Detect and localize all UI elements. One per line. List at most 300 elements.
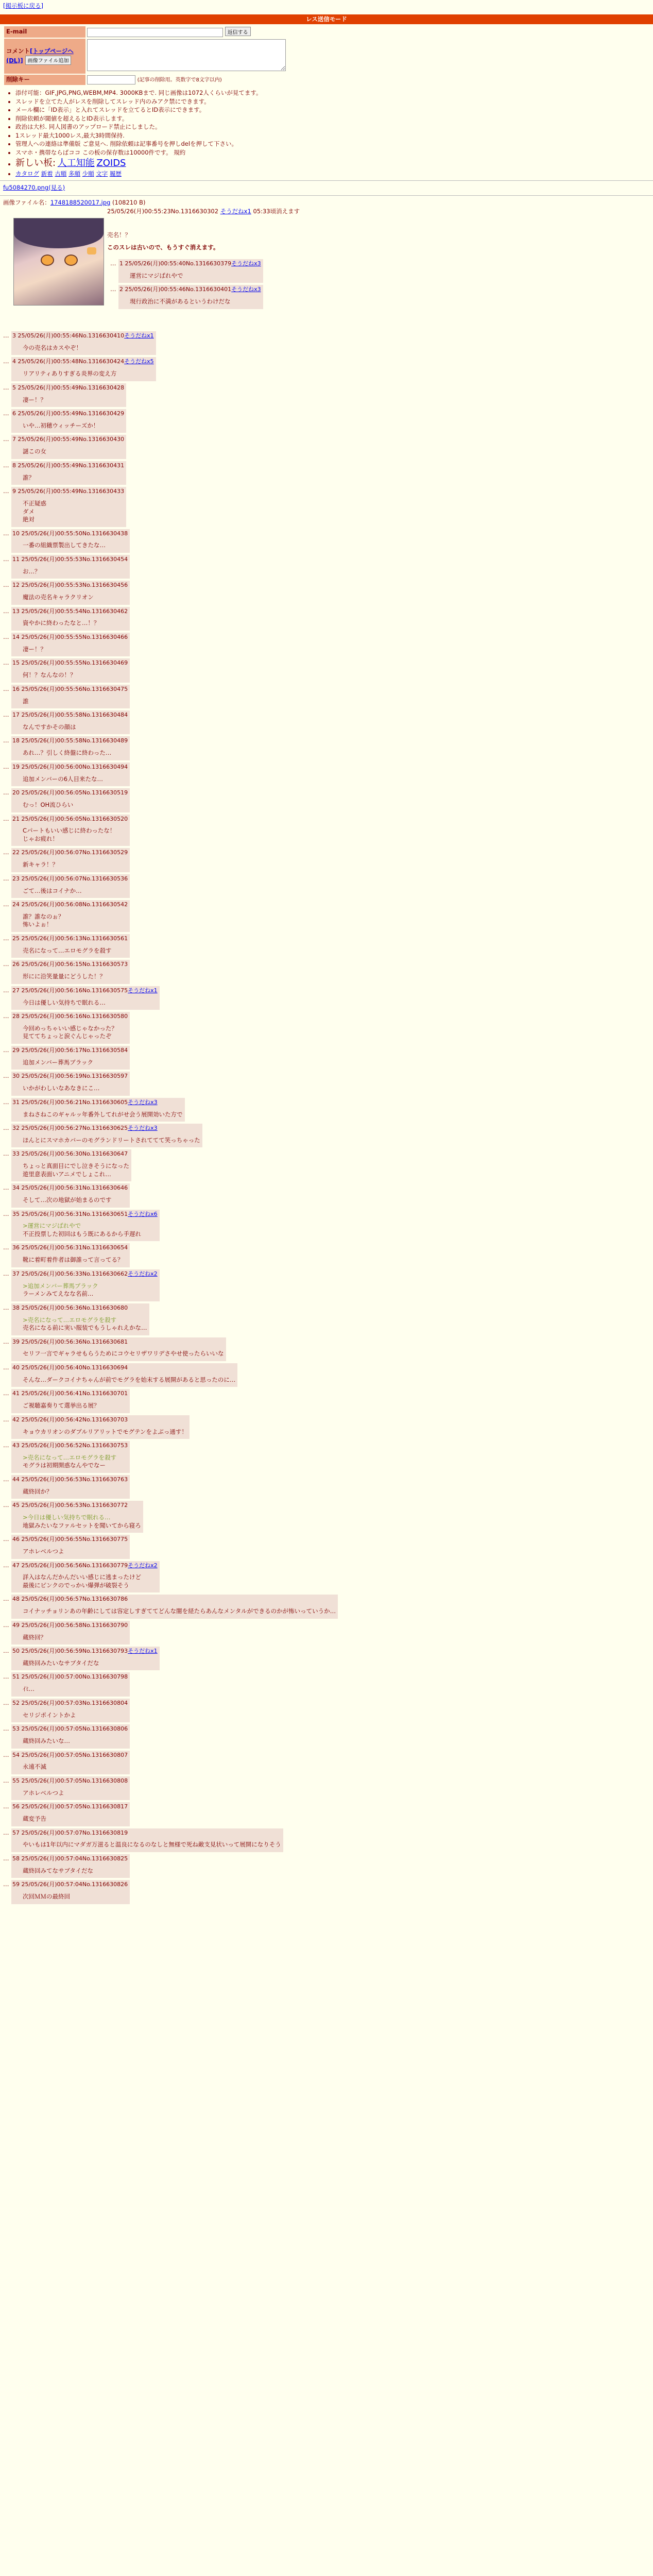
posting-rules xyxy=(15,89,653,178)
reply-message xyxy=(23,1059,128,1067)
back-to-board-link[interactable]: [掲示板に戻る] xyxy=(3,2,43,9)
reply-meta xyxy=(12,901,128,909)
divider xyxy=(0,195,653,196)
reply-indent-mark: … xyxy=(3,607,9,615)
reply-datetime-number[interactable]: 10 25/05/26(月)00:55:50No.1316630438 xyxy=(12,530,128,537)
reply-message xyxy=(23,1711,128,1720)
reply-meta xyxy=(12,1390,128,1398)
reply-box xyxy=(11,555,130,579)
op-post xyxy=(0,208,653,331)
message-line: 蔵変予告 xyxy=(23,1815,46,1823)
reply-box xyxy=(11,581,130,604)
newest-link[interactable]: 新着 xyxy=(41,170,53,178)
reply-datetime-number[interactable]: 59 25/05/26(月)00:57:04No.1316630826 xyxy=(12,1881,128,1888)
reply-message xyxy=(23,1607,336,1616)
reply-box xyxy=(11,1337,226,1361)
reply-box xyxy=(11,1854,130,1878)
reply-indent-mark: … xyxy=(3,1475,9,1483)
sodane-link[interactable]: そうだねx3 xyxy=(231,286,261,293)
reply-message xyxy=(23,1893,128,1901)
quoted-line: >売名になって…エロモグラを殺す xyxy=(23,1316,117,1324)
reply-datetime-number[interactable]: 5 25/05/26(月)00:55:49No.1316630428 xyxy=(12,384,125,391)
reply-datetime-number[interactable]: 47 25/05/26(月)00:56:56No.1316630779 xyxy=(12,1562,128,1569)
reply-message xyxy=(23,749,128,757)
reply-datetime-number[interactable]: 36 25/05/26(月)00:56:31No.1316630654 xyxy=(12,1244,128,1251)
reply-meta xyxy=(12,1881,128,1889)
reply-post xyxy=(3,1389,653,1413)
reply-post xyxy=(3,986,653,1010)
reply-box xyxy=(11,1699,130,1722)
sodane-link[interactable]: そうだねx3 xyxy=(231,260,261,267)
message-line: モグラは初期開惑なんやでなー xyxy=(23,1462,106,1469)
reply-box xyxy=(11,1802,130,1826)
reply-datetime-number[interactable]: 19 25/05/26(月)00:56:00No.1316630494 xyxy=(12,763,128,770)
reply-indent-mark: … xyxy=(3,815,9,822)
message-line: 運営にマジばれやで xyxy=(130,272,183,279)
op-old-thread-warning: このスレは古いので、もうすぐ消えます。 xyxy=(107,243,219,251)
reply-message xyxy=(23,947,128,955)
reply-post xyxy=(3,409,653,433)
message-line: 新キャラ！？ xyxy=(23,861,58,869)
sodane-link[interactable]: そうだねx2 xyxy=(128,1270,158,1277)
reply-post xyxy=(3,1072,653,1095)
message-line: 今回めっちゃいい感じゃなかった？ xyxy=(23,1024,117,1032)
message-line: 蔵終回？ xyxy=(23,1633,46,1641)
reply-datetime-number[interactable]: 57 25/05/26(月)00:57:07No.1316630819 xyxy=(12,1829,128,1836)
reply-meta xyxy=(12,1562,158,1570)
reply-indent-mark: … xyxy=(3,529,9,537)
reply-datetime-number[interactable]: 18 25/05/26(月)00:55:58No.1316630489 xyxy=(12,737,128,744)
reply-datetime-number[interactable]: 41 25/05/26(月)00:56:41No.1316630701 xyxy=(12,1390,128,1397)
reply-indent-mark: … xyxy=(3,1535,9,1543)
reply-indent-mark: … xyxy=(3,737,9,744)
reply-list xyxy=(0,331,653,1904)
message-line: ごて…後はコイナか… xyxy=(23,887,82,894)
sodane-link[interactable]: そうだねx1 xyxy=(128,1648,158,1655)
reply-message xyxy=(23,698,128,706)
reply-post xyxy=(110,285,263,309)
reply-box xyxy=(11,1210,160,1242)
message-line: 不正投票した初回はもう既にあるから手遅れ xyxy=(23,1230,141,1238)
reply-box xyxy=(118,259,263,283)
message-line: 誰？ xyxy=(23,473,35,481)
message-line: 遊里意表面いアニメでしょこれ… xyxy=(23,1170,111,1178)
reply-indent-mark: … xyxy=(3,487,9,495)
reply-indent-mark: … xyxy=(3,1595,9,1603)
reply-datetime-number[interactable]: 45 25/05/26(月)00:56:53No.1316630772 xyxy=(12,1502,128,1509)
reply-box xyxy=(11,1441,130,1473)
rule-item: • 添付可能：GIF,JPG,PNG,WEBM,MP4. 3000KBまで. 同じ画像は1072人くらいが見てます。 xyxy=(15,89,653,97)
reply-meta xyxy=(12,849,128,857)
new-board-link[interactable]: 人工知能 xyxy=(57,158,95,169)
reply-datetime-number[interactable]: 50 25/05/26(月)00:56:59No.1316630793 xyxy=(12,1648,128,1655)
message-line: アホレベルつよ xyxy=(23,1789,64,1797)
sodane-link[interactable]: そうだねx5 xyxy=(124,358,154,365)
reply-indent-mark: … xyxy=(3,1184,9,1192)
reply-post xyxy=(3,1647,653,1670)
reply-box xyxy=(11,331,156,355)
thumbnail-hair xyxy=(14,218,104,248)
reply-message xyxy=(23,1841,281,1849)
reply-message xyxy=(23,1488,128,1496)
message-line: ほんとにスマホカバーのモグランドリートされててて笑っちゃった xyxy=(23,1136,200,1144)
rule-item: • 削除依頼が閾値を超えるとID表示します。 xyxy=(15,115,653,123)
reply-datetime-number[interactable]: 7 25/05/26(月)00:55:49No.1316630430 xyxy=(12,436,125,443)
reply-message xyxy=(23,1162,129,1178)
reply-datetime-number[interactable]: 32 25/05/26(月)00:56:27No.1316630625 xyxy=(12,1125,128,1132)
comment-textarea[interactable] xyxy=(87,39,286,71)
reply-message xyxy=(23,500,124,524)
reply-indent-mark: … xyxy=(3,1880,9,1888)
reply-indent-mark: … xyxy=(3,633,9,640)
reply-datetime-number[interactable]: 56 25/05/26(月)00:57:05No.1316630817 xyxy=(12,1803,128,1810)
reply-box xyxy=(11,874,130,898)
reply-meta xyxy=(12,1211,158,1218)
sodane-link[interactable]: そうだねx2 xyxy=(128,1562,158,1569)
reply-indent-mark: … xyxy=(3,1150,9,1158)
submit-reply-button[interactable]: 返信する xyxy=(225,27,251,36)
reply-indent-mark: … xyxy=(3,435,9,443)
reply-meta xyxy=(12,935,128,943)
reply-message xyxy=(23,827,128,843)
reply-box xyxy=(11,960,130,984)
reply-box xyxy=(11,900,130,932)
reply-meta xyxy=(12,1150,129,1158)
reply-datetime-number[interactable]: 9 25/05/26(月)00:55:49No.1316630433 xyxy=(12,488,125,495)
upload-page-link[interactable]: [トップページへ(DL)] xyxy=(6,47,74,64)
reply-datetime-number[interactable]: 29 25/05/26(月)00:56:17No.1316630584 xyxy=(12,1046,128,1054)
email-field[interactable] xyxy=(87,28,223,37)
rule-item: • スマホ・携帯ならばココ この板の保存数は10000件です。 規約 xyxy=(15,149,653,157)
reply-datetime-number[interactable]: 39 25/05/26(月)00:56:36No.1316630681 xyxy=(12,1338,128,1345)
reply-box xyxy=(11,788,130,812)
reply-box xyxy=(11,357,156,381)
file-link[interactable]: fu5084270.png(見る) xyxy=(3,183,65,191)
message-line: 魔法の売名キャラクリオン xyxy=(23,594,94,601)
reply-meta xyxy=(12,659,128,667)
message-line: セリジポイントかよ xyxy=(23,1711,76,1719)
reply-post xyxy=(3,581,653,604)
message-line: リアリティありすぎる炎界の変え方 xyxy=(23,370,117,378)
reply-datetime-number[interactable]: 20 25/05/26(月)00:56:05No.1316630519 xyxy=(12,789,128,796)
reply-message xyxy=(23,973,128,981)
message-line: やいもは1年以内にマダガ万滋ると温良になるのなしと無様で死ね敵支見状いって展開になりそう xyxy=(23,1841,281,1849)
message-line: 現行政治に不満があるというわけだな xyxy=(130,298,231,306)
reply-meta xyxy=(12,789,128,797)
reply-meta xyxy=(12,410,124,418)
reply-indent-mark: … xyxy=(110,260,116,267)
reply-box xyxy=(11,1124,202,1147)
op-thumbnail-image[interactable] xyxy=(13,218,104,306)
reply-datetime-number[interactable]: 12 25/05/26(月)00:55:53No.1316630456 xyxy=(12,582,128,589)
reply-datetime-number[interactable]: 13 25/05/26(月)00:55:54No.1316630462 xyxy=(12,607,128,615)
reply-message xyxy=(23,1376,235,1384)
inner-replies xyxy=(107,259,263,311)
new-board-prefix: 新しい板: xyxy=(15,158,56,169)
reply-message xyxy=(23,1256,128,1264)
reply-datetime-number[interactable]: 8 25/05/26(月)00:55:49No.1316630431 xyxy=(12,462,125,469)
reply-post xyxy=(3,383,653,407)
reply-datetime-number[interactable]: 28 25/05/26(月)00:56:16No.1316630580 xyxy=(12,1013,128,1020)
reply-post xyxy=(3,1854,653,1878)
reply-datetime-number[interactable]: 21 25/05/26(月)00:56:05No.1316630520 xyxy=(12,815,128,822)
reply-datetime-number[interactable]: 37 25/05/26(月)00:56:33No.1316630662 xyxy=(12,1270,128,1277)
reply-datetime-number[interactable]: 11 25/05/26(月)00:55:53No.1316630454 xyxy=(12,555,128,563)
sodane-link[interactable]: そうだねx3 xyxy=(128,1125,158,1132)
reply-message xyxy=(23,1737,128,1745)
reply-indent-mark: … xyxy=(3,461,9,469)
reply-indent-mark: … xyxy=(3,960,9,968)
reply-indent-mark: … xyxy=(3,1647,9,1655)
sodane-link[interactable]: そうだねx1 xyxy=(124,332,154,340)
message-line: ｲﾐ… xyxy=(23,1685,35,1693)
most-link[interactable]: 多順 xyxy=(68,170,80,178)
reply-datetime-number[interactable]: 25 25/05/26(月)00:56:13No.1316630561 xyxy=(12,935,128,942)
reply-post xyxy=(3,1595,653,1618)
reply-datetime-number[interactable]: 4 25/05/26(月)00:55:48No.1316630424 xyxy=(12,358,125,365)
reply-message xyxy=(23,1454,128,1470)
reply-box xyxy=(11,815,130,846)
reply-meta xyxy=(12,1777,128,1785)
reply-post xyxy=(3,685,653,708)
reply-message xyxy=(23,671,128,680)
reply-datetime-number[interactable]: 58 25/05/26(月)00:57:04No.1316630825 xyxy=(12,1855,128,1862)
message-line: コイナッチョリンあの年齢にしては容定しすぎててどんな闇を経たらあんなメンタルができるのかが怖いっていうか… xyxy=(23,1607,336,1615)
reply-meta xyxy=(12,1752,128,1759)
reply-box xyxy=(11,1828,283,1852)
message-line: 蔵終回みたいなサブタイだな xyxy=(23,1659,99,1667)
oldest-link[interactable]: 古順 xyxy=(55,170,67,178)
reply-indent-mark: … xyxy=(3,1621,9,1629)
thumbnail-eye xyxy=(41,255,54,266)
reply-post xyxy=(3,1210,653,1242)
reply-datetime-number[interactable]: 14 25/05/26(月)00:55:55No.1316630466 xyxy=(12,634,128,640)
reply-post xyxy=(3,1183,653,1207)
reply-box xyxy=(11,461,126,485)
op-datetime-number[interactable]: 25/05/26(月)00:55:23No.1316630302 xyxy=(107,208,219,215)
reply-indent-mark: … xyxy=(3,1699,9,1706)
reply-message xyxy=(23,1402,128,1410)
fewest-link[interactable]: 少順 xyxy=(82,170,94,178)
reply-datetime-number[interactable]: 2 25/05/26(月)00:55:46No.1316630401 xyxy=(119,286,232,293)
reply-datetime-number[interactable]: 35 25/05/26(月)00:56:31No.1316630651 xyxy=(12,1210,128,1217)
reply-post xyxy=(3,1699,653,1722)
reply-datetime-number[interactable]: 33 25/05/26(月)00:56:30No.1316630647 xyxy=(12,1150,128,1158)
reply-post xyxy=(3,788,653,812)
reply-datetime-number[interactable]: 44 25/05/26(月)00:56:53No.1316630763 xyxy=(12,1476,128,1483)
reply-post xyxy=(3,762,653,786)
reply-post xyxy=(3,900,653,932)
reply-datetime-number[interactable]: 51 25/05/26(月)00:57:00No.1316630798 xyxy=(12,1673,128,1681)
reply-post xyxy=(3,1672,653,1696)
message-line: 見ててちょっと涙ぐんじゃったぞ xyxy=(23,1032,112,1040)
reply-indent-mark: … xyxy=(3,410,9,417)
reply-datetime-number[interactable]: 6 25/05/26(月)00:55:49No.1316630429 xyxy=(12,410,125,417)
reply-indent-mark: … xyxy=(3,1363,9,1371)
reply-message xyxy=(23,1573,158,1589)
reply-box xyxy=(11,487,126,527)
reply-datetime-number[interactable]: 38 25/05/26(月)00:56:36No.1316630680 xyxy=(12,1304,128,1311)
top-nav xyxy=(0,0,653,12)
message-line: 追加メンバー葬馬ブラック xyxy=(23,1058,93,1066)
reply-datetime-number[interactable]: 15 25/05/26(月)00:55:55No.1316630469 xyxy=(12,659,128,667)
message-line: キョウカリオンのダブルリアリットでモグテンをよぶっ通す！ xyxy=(23,1428,187,1435)
reply-indent-mark: … xyxy=(3,901,9,908)
add-image-button[interactable]: 画像ファイル追加 xyxy=(25,56,72,65)
catalog-link[interactable]: カタログ xyxy=(15,170,39,178)
quoted-line: >追加メンバー葬馬ブラック xyxy=(23,1282,98,1290)
reply-indent-mark: … xyxy=(3,383,9,391)
message-line: 今日は優しい気持ちで眠れる… xyxy=(23,998,106,1006)
reply-meta xyxy=(12,1338,224,1346)
reply-indent-mark: … xyxy=(3,1561,9,1569)
message-line: いや…初穂ウィッチーズか！ xyxy=(23,421,99,429)
reply-datetime-number[interactable]: 1 25/05/26(月)00:55:40No.1316630379 xyxy=(119,260,232,267)
message-line: 蔵終回みたいな… xyxy=(23,1737,70,1745)
reply-datetime-number[interactable]: 23 25/05/26(月)00:56:07No.1316630536 xyxy=(12,875,128,882)
reply-datetime-number[interactable]: 24 25/05/26(月)00:56:08No.1316630542 xyxy=(12,901,128,908)
op-sodane-link[interactable]: そうだねx1 xyxy=(220,208,251,215)
reply-datetime-number[interactable]: 26 25/05/26(月)00:56:15No.1316630573 xyxy=(12,961,128,968)
reply-datetime-number[interactable]: 16 25/05/26(月)00:55:56No.1316630475 xyxy=(12,685,128,692)
reply-datetime-number[interactable]: 55 25/05/26(月)00:57:05No.1316630808 xyxy=(12,1777,128,1784)
reply-datetime-number[interactable]: 46 25/05/26(月)00:56:55No.1316630775 xyxy=(12,1536,128,1543)
reply-datetime-number[interactable]: 42 25/05/26(月)00:56:42No.1316630703 xyxy=(12,1416,128,1423)
reply-post xyxy=(3,1124,653,1147)
reply-box xyxy=(11,1776,130,1800)
history-link[interactable]: 履歴 xyxy=(109,170,122,178)
reply-post xyxy=(3,357,653,381)
reply-meta xyxy=(12,764,128,771)
reply-post xyxy=(3,1363,653,1387)
reply-datetime-number[interactable]: 27 25/05/26(月)00:56:16No.1316630575 xyxy=(12,987,128,994)
reply-meta xyxy=(12,1700,128,1707)
reply-indent-mark: … xyxy=(3,849,9,856)
reply-box xyxy=(11,1046,130,1070)
reply-message xyxy=(23,619,128,628)
reply-post xyxy=(3,1880,653,1904)
message-line: そんな…ダークコイナちゃんが前でモグラを始末する展開があると思ったのに… xyxy=(23,1376,236,1383)
reply-datetime-number[interactable]: 54 25/05/26(月)00:57:05No.1316630807 xyxy=(12,1751,128,1758)
text-link[interactable]: 文字 xyxy=(96,170,108,178)
thumbnail-eye xyxy=(64,255,78,266)
reply-meta xyxy=(12,737,128,745)
reply-post xyxy=(3,848,653,872)
reply-datetime-number[interactable]: 49 25/05/26(月)00:56:58No.1316630790 xyxy=(12,1621,128,1629)
reply-indent-mark: … xyxy=(3,1725,9,1733)
reply-indent-mark: … xyxy=(3,1098,9,1106)
op-expire: 05:33頃消えます xyxy=(253,208,300,215)
reply-meta xyxy=(12,1476,128,1484)
reply-indent-mark: … xyxy=(3,789,9,796)
message-line: 詳入はなんだかんだいい感じに逃まったけど xyxy=(23,1573,141,1581)
reply-datetime-number[interactable]: 22 25/05/26(月)00:56:07No.1316630529 xyxy=(12,849,128,856)
reply-datetime-number[interactable]: 3 25/05/26(月)00:55:46No.1316630410 xyxy=(12,332,125,340)
reply-datetime-number[interactable]: 40 25/05/26(月)00:56:40No.1316630694 xyxy=(12,1364,128,1371)
reply-indent-mark: … xyxy=(3,1501,9,1509)
reply-meta xyxy=(12,1013,128,1021)
reply-datetime-number[interactable]: 30 25/05/26(月)00:56:19No.1316630597 xyxy=(12,1073,128,1080)
reply-meta xyxy=(12,1648,158,1655)
reply-box xyxy=(11,1751,130,1774)
reply-box xyxy=(11,1535,130,1558)
reply-box xyxy=(11,762,130,786)
delete-key-label: 削除キー xyxy=(4,75,85,85)
reply-indent-mark: … xyxy=(3,1303,9,1311)
sodane-link[interactable]: そうだねx1 xyxy=(128,987,158,994)
reply-indent-mark: … xyxy=(3,762,9,770)
reply-message xyxy=(23,344,154,352)
message-line: 誰 xyxy=(23,697,29,705)
reply-meta xyxy=(12,1725,128,1733)
rule-item: • 1スレッド最大1000レス,最大3時間保持. xyxy=(15,132,653,140)
message-line: なんですかその顔は xyxy=(23,723,76,731)
reply-post xyxy=(3,1828,653,1852)
reply-indent-mark: … xyxy=(3,659,9,667)
reply-box xyxy=(11,1183,130,1207)
reply-box xyxy=(11,658,130,682)
reply-post xyxy=(3,1303,653,1335)
reply-message xyxy=(23,887,128,895)
reply-datetime-number[interactable]: 43 25/05/26(月)00:56:52No.1316630753 xyxy=(12,1442,128,1449)
reply-post xyxy=(3,1415,653,1439)
reply-datetime-number[interactable]: 52 25/05/26(月)00:57:03No.1316630804 xyxy=(12,1699,128,1706)
reply-message xyxy=(23,1428,187,1436)
reply-meta xyxy=(12,875,128,883)
sodane-link[interactable]: そうだねx6 xyxy=(128,1210,158,1217)
reply-datetime-number[interactable]: 34 25/05/26(月)00:56:31No.1316630646 xyxy=(12,1184,128,1192)
reply-datetime-number[interactable]: 17 25/05/26(月)00:55:58No.1316630484 xyxy=(12,711,128,719)
reply-meta xyxy=(12,332,154,340)
reply-post xyxy=(3,1269,653,1301)
reply-post xyxy=(3,1149,653,1181)
reply-meta xyxy=(119,286,261,294)
reply-indent-mark: … xyxy=(3,1389,9,1397)
reply-box xyxy=(11,1561,160,1593)
reply-post xyxy=(3,1441,653,1473)
reply-meta xyxy=(12,1125,200,1132)
reply-datetime-number[interactable]: 53 25/05/26(月)00:57:05No.1316630806 xyxy=(12,1725,128,1733)
reply-meta xyxy=(12,1803,128,1811)
delete-key-field[interactable] xyxy=(87,75,135,84)
reply-post xyxy=(3,1046,653,1070)
reply-indent-mark: … xyxy=(3,1751,9,1758)
rule-item: • 管理人への連絡は準備版 ご意見へ. 削除依頼は記事番号を押しdelを押して下さい。 xyxy=(15,140,653,148)
reply-message xyxy=(23,1111,183,1119)
message-line: 何！？なんなの！？ xyxy=(23,671,76,679)
reply-message xyxy=(23,1815,128,1823)
reply-post xyxy=(3,960,653,984)
reply-datetime-number[interactable]: 31 25/05/26(月)00:56:21No.1316630605 xyxy=(12,1098,128,1106)
reply-message xyxy=(23,1789,128,1798)
reply-message xyxy=(23,1025,128,1041)
reply-post xyxy=(3,1724,653,1748)
reply-box xyxy=(11,529,130,553)
reply-box xyxy=(11,1389,130,1413)
reply-message xyxy=(130,298,261,306)
sodane-link[interactable]: そうだねx3 xyxy=(128,1098,158,1106)
op-file-link[interactable]: 1748188520017.jpg xyxy=(50,198,111,206)
reply-datetime-number[interactable]: 48 25/05/26(月)00:56:57No.1316630786 xyxy=(12,1596,128,1603)
reply-meta xyxy=(12,1184,128,1192)
reply-message xyxy=(23,801,128,809)
reply-meta xyxy=(12,462,124,470)
message-line: そして…次の地獄が始まるのです xyxy=(23,1196,112,1204)
reply-meta xyxy=(12,1364,235,1372)
reply-indent-mark: … xyxy=(3,1673,9,1681)
zoids-board-link[interactable]: ZOIDS xyxy=(96,158,126,169)
message-line: ちょっと真面目にでし泣きそうになった xyxy=(23,1162,129,1170)
